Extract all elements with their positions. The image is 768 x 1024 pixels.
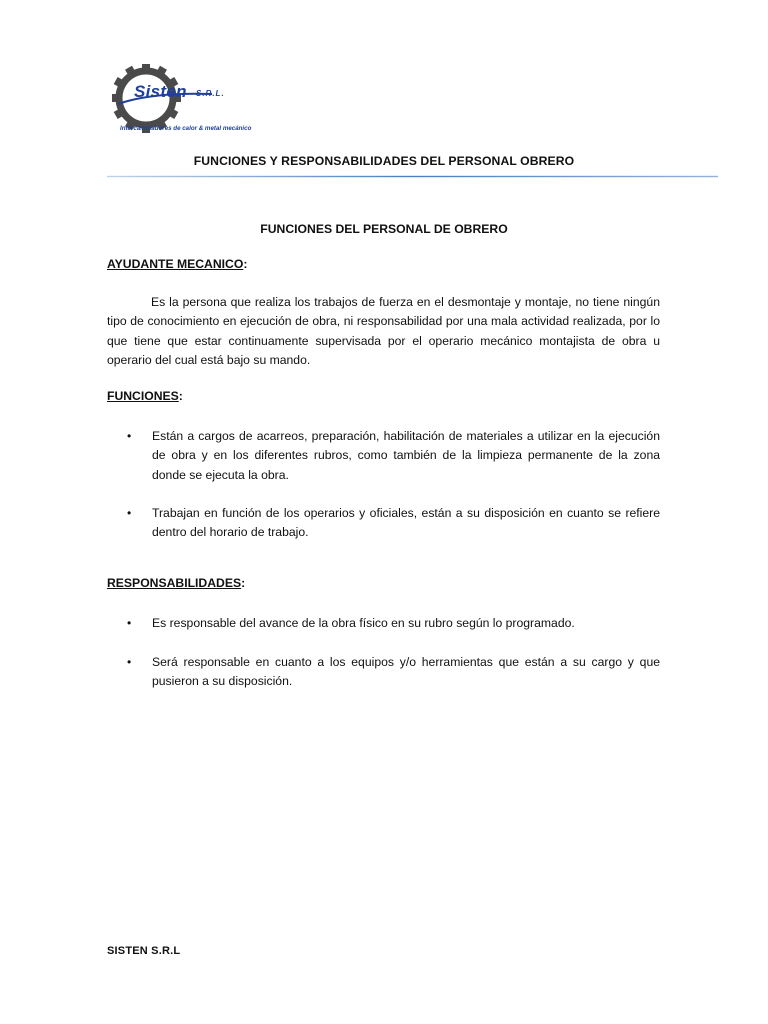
list-item xyxy=(127,653,660,692)
logo-name: Sisten xyxy=(134,82,187,101)
responsibilities-label: RESPONSABILIDADES xyxy=(107,576,242,590)
logo-srl: S.R.L. xyxy=(196,89,225,98)
role-description: Es la persona que realiza los trabajos de fuerza en el desmontaje y montaje, no tiene ningún tipo de conocimiento en ejecución de obra, ni responsabilidad por una mala actividad realizada, por lo que tiene que estar continuamente supervisada por el operario mecánico montajista de obra u operario del cual está bajo su mando. xyxy=(107,295,660,367)
role-label: AYUDANTE MECANICO xyxy=(107,257,244,271)
list-item-text: Están a cargos de acarreos, preparación, habilitación de materiales a utilizar en la ejecución de obra y en los diferentes rubros, como también de la limpieza permanente de la zona donde se ejecuta la obra. xyxy=(152,429,660,482)
bullet-icon: • xyxy=(127,429,132,443)
list-item-text: Es responsable del avance de la obra físico en su rubro según lo programado. xyxy=(152,616,575,630)
role-label-suffix: : xyxy=(243,257,248,271)
logo-tagline: Intercambiadores de calor & metal mecánico xyxy=(120,125,252,132)
document-heading: FUNCIONES DEL PERSONAL DE OBRERO xyxy=(260,222,508,236)
role-heading xyxy=(107,257,247,271)
functions-label-suffix: : xyxy=(178,389,183,403)
header-divider xyxy=(107,175,718,178)
functions-heading xyxy=(107,389,183,403)
bullet-icon: • xyxy=(127,616,132,630)
list-item-text: Trabajan en función de los operarios y oficiales, están a su disposición en cuanto se refiere dentro del horario de trabajo. xyxy=(152,506,660,540)
functions-label: FUNCIONES xyxy=(107,389,179,403)
page-footer: SISTEN S.R.L xyxy=(107,945,181,957)
company-logo xyxy=(112,64,252,136)
list-item xyxy=(127,504,660,543)
list-item-text: Será responsable en cuanto a los equipos y/o herramientas que están a su cargo y que pusieron a su disposición. xyxy=(152,655,660,689)
list-item xyxy=(127,614,660,633)
responsibilities-label-suffix: : xyxy=(241,576,246,590)
list-item xyxy=(127,427,660,485)
bullet-icon: • xyxy=(127,506,132,520)
responsibilities-heading xyxy=(107,576,245,590)
header-title: FUNCIONES Y RESPONSABILIDADES DEL PERSONAL OBRERO xyxy=(193,154,575,168)
bullet-icon: • xyxy=(127,655,132,669)
